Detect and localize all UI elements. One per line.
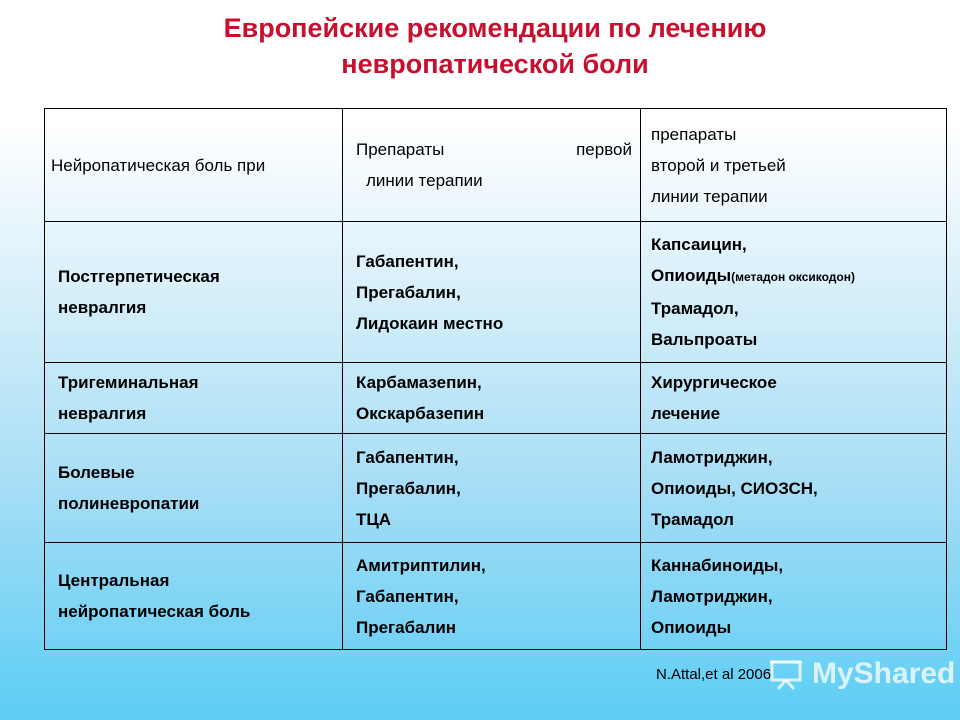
row-first-line: Габапентин, Прегабалин, Лидокаин местно bbox=[343, 222, 641, 363]
row-condition: Центральная нейропатическая боль bbox=[45, 543, 343, 650]
table-header-row bbox=[45, 109, 947, 222]
header-condition: Нейропатическая боль при bbox=[45, 109, 343, 222]
presentation-board-icon bbox=[768, 656, 804, 692]
table-row bbox=[45, 434, 947, 543]
header-second-line: препараты второй и третьей линии терапии bbox=[641, 109, 947, 222]
row-condition: Постгерпетическая невралгия bbox=[45, 222, 343, 363]
table-row bbox=[45, 222, 947, 363]
citation: N.Attal,et al 2006 bbox=[656, 666, 772, 683]
row-first-line: Габапентин, Прегабалин, ТЦА bbox=[343, 434, 641, 543]
table-row bbox=[45, 543, 947, 650]
row-second-line: Каннабиноиды, Ламотриджин, Опиоиды bbox=[641, 543, 947, 650]
row-second-line: Капсаицин, Опиоиды(метадон оксикодон) Трамадол, Вальпроаты bbox=[641, 222, 947, 363]
row-second-line: Хирургическое лечение bbox=[641, 363, 947, 434]
table-row bbox=[45, 363, 947, 434]
title-line-2: невропатической боли bbox=[341, 49, 649, 79]
row-first-line: Амитриптилин, Габапентин, Прегабалин bbox=[343, 543, 641, 650]
watermark bbox=[768, 656, 955, 692]
header-first-line: Препараты первой линии терапии bbox=[343, 109, 641, 222]
row-condition: Тригеминальная невралгия bbox=[45, 363, 343, 434]
recommendations-table bbox=[44, 108, 947, 650]
watermark-text: MyShared bbox=[812, 657, 956, 690]
row-second-line: Ламотриджин, Опиоиды, СИОЗСН, Трамадол bbox=[641, 434, 947, 543]
row-first-line: Карбамазепин, Окскарбазепин bbox=[343, 363, 641, 434]
title-line-1: Европейские рекомендации по лечению bbox=[223, 13, 767, 43]
page-title bbox=[0, 10, 960, 82]
row-condition: Болевые полиневропатии bbox=[45, 434, 343, 543]
